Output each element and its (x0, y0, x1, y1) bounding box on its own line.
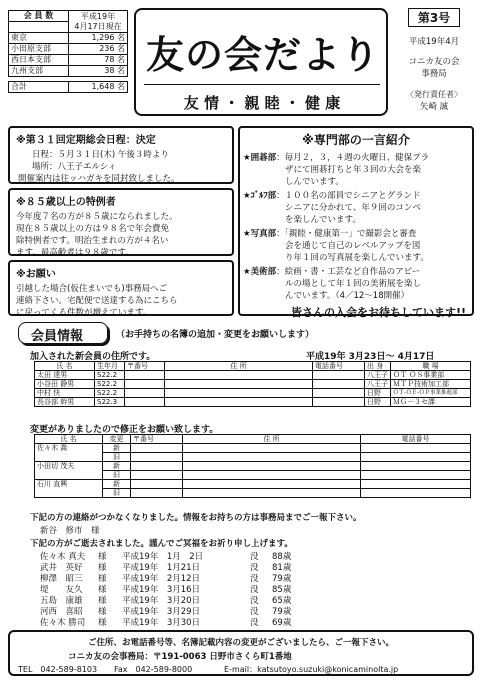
new-members-table (34, 361, 471, 407)
club-name: ★囲碁部 (243, 153, 277, 163)
table-header-row: 氏 名 変更 〒番号 住 所 電話番号 (35, 435, 471, 444)
issue-number: 第3号 (408, 8, 460, 27)
table-row: 旧 (35, 471, 471, 480)
general-meeting-title: ※第３１回定期総会日程：決定 (16, 135, 156, 146)
footer-fax: Fax 042-589-8000 (114, 665, 193, 674)
member-count-title: 会 員 数 (9, 11, 69, 22)
table-row: 佐々木 喬 新 (35, 444, 471, 453)
elderly-title: ※８５歳以上の特例者 (16, 197, 116, 208)
request-line: 連絡下さい。宅配便で送達する為にこちら (16, 296, 178, 306)
changes-table (34, 434, 471, 498)
table-row: 旧 (35, 453, 471, 462)
changes-heading: 変更がありましたので修正をお願い致します。 (30, 425, 219, 435)
request-box (8, 260, 234, 316)
list-item: 五島 康雄 様 平成19年 3月20日 没 65歳 (40, 596, 292, 606)
elderly-line: ます。最高齢者は９８歳です。 (16, 248, 134, 258)
table-row: 太田 達男 S22.2 八王子 ＯＴ ＯＳ事業部 (35, 371, 471, 380)
club-name: ★美術部 (243, 267, 277, 277)
footer-address: コニカ友の会事務局：〒191-0063 日野市さくら町1番地 (68, 652, 292, 662)
member-info-title: 会員情報 (31, 329, 84, 344)
club-item: ★ｺﾞﾙﾌ部：１００名の部員でシニアとグランド シニアに分かれて、年９回のコンペ を楽しんでいます。 (243, 191, 421, 225)
member-count-row: 九州支部 38 名 (9, 66, 128, 77)
clubs-title: ※専門部の一言紹介 (302, 133, 410, 147)
request-line: 引越した場合(仮住まいでも)事務局へご (16, 284, 168, 294)
list-item: 佐々木 勝司 様 平成19年 3月30日 没 69歳 (40, 618, 292, 628)
publisher-label: 〈発行責任者〉 (406, 90, 462, 99)
club-item: ★美術部：絵画・書・工芸など自作品のアピー ルの場として年１回の美術展を楽し んでいます。（4／12～18開催） (243, 267, 422, 301)
general-meeting-box (8, 126, 234, 184)
footer-box (8, 630, 474, 676)
member-count-asof: 4月17日現在 (74, 21, 122, 31)
table-row: 石川 直興 新 (35, 480, 471, 489)
elderly-line: 現在８５歳以上の方は９８名で年会費免 (16, 224, 170, 234)
club-name: ★ｺﾞﾙﾌ部 (243, 191, 277, 201)
club-name: ★写真部 (243, 229, 277, 239)
list-item: 河西 喜昭 様 平成19年 3月29日 没 79歳 (40, 607, 292, 617)
issue-info (394, 8, 474, 112)
deceased-list (40, 550, 340, 627)
issue-org: コニカ友の会 (408, 57, 460, 67)
issue-org-office: 事務局 (421, 69, 447, 79)
member-count-year: 平成19年 (80, 11, 116, 21)
general-meeting-line: 日程：５月３１日(木) 午後３時より (32, 150, 169, 160)
club-item: ★写真部：「親睦・健康第一」で撮影会と審査 会を通じて自己のレベルアップを図 り年１回の写真展を楽しんでいます。 (243, 229, 429, 263)
publisher-name: 矢崎 誠 (419, 102, 449, 112)
elderly-line: 除特例者です。明治生まれの方が４名い (16, 236, 169, 246)
list-item: 武井 英好 様 平成19年 1月21日 没 81歳 (40, 563, 292, 573)
masthead-subtitle: 友 情 ・ 親 睦 ・ 健 康 (183, 94, 341, 112)
unreachable-heading: 下記の方の連絡がつかなくなりました。情報をお持ちの方は事務局までご一報下さい。 (30, 513, 362, 523)
elderly-line: 今年度７名の方が８５歳になられました。 (16, 212, 178, 222)
table-row: 中村 快 S22.2 日野 ＯＴ-ＯＥ-ＯＰ事業推進部 (35, 389, 471, 398)
club-item: ★囲碁部：毎月２，３，４週の火曜日、健保プラ ザにて囲碁打ちと年３回の大会を楽 しんでいます。 (243, 153, 430, 187)
general-meeting-line: 場所：八王子エルシィ (32, 162, 117, 172)
elderly-box (8, 188, 234, 256)
masthead-title: 友の会だより (146, 32, 381, 77)
table-row: 長谷部 幹男 S22.3 日野 ＭＧ－３セ課 (35, 398, 471, 407)
request-line: に戻ってくる件数が増えています。 (16, 308, 152, 318)
member-count-row: 小田原支部 236 名 (9, 44, 128, 55)
footer-email[interactable]: E-mail：katsutoyo.suzuki@konicaminolta.jp (224, 665, 399, 674)
clubs-box (238, 126, 474, 319)
deceased-heading: 下記の方がご逝去されました。謹んでご冥福をお祈り申し上げます。 (30, 539, 293, 549)
member-info-note: （お手持ちの名簿の追加・変更をお願いします） (116, 330, 315, 340)
clubs-closing: 皆さんの入会をお待ちしています!! (290, 306, 466, 319)
member-count-row: 西日本支部 78 名 (9, 55, 128, 66)
table-row: 小田切 茂夫 新 (35, 462, 471, 471)
member-count-row: 東京 1,296 名 (9, 33, 128, 44)
request-title: ※お願い (16, 269, 56, 280)
new-members-period: 平成19年 3月23日～ 4月17日 (306, 352, 435, 362)
member-count-date (69, 11, 128, 33)
list-item: 堤 友久 様 平成19年 3月16日 没 85歳 (40, 585, 292, 595)
issue-date: 平成19年4月 (408, 37, 460, 47)
list-item: 佐々木 真夫 様 平成19年 1月 2日 没 88歳 (40, 552, 292, 562)
new-members-heading: 加入された新会員の住所です。 (30, 352, 156, 362)
member-count-panel (8, 10, 128, 93)
table-row: 小谷田 静男 S22.2 八王子 ＭＴＰ技術加工部 (35, 380, 471, 389)
member-info-header (8, 322, 474, 344)
member-info-title-tab (18, 322, 108, 344)
footer-notice: ご住所、お電話番号等、名簿記載内容の変更がございましたら、ご一報下さい。 (87, 638, 394, 648)
general-meeting-line: 開催案内は往ッハガキを同封致しました。 (18, 174, 180, 184)
table-row: 旧 (35, 489, 471, 498)
table-header-row: 氏 名 生年月 〒番号 住 所 電話番号 出 身 職 場 (35, 362, 471, 371)
member-count-total: 合計 1,648 名 (9, 82, 128, 93)
unreachable-entry: 新谷 修市 様 (40, 526, 100, 536)
list-item: 柳澤 昭三 様 平成19年 2月12日 没 79歳 (40, 574, 292, 584)
footer-tel: TEL 042-589-8103 (18, 665, 98, 674)
masthead (134, 8, 388, 116)
